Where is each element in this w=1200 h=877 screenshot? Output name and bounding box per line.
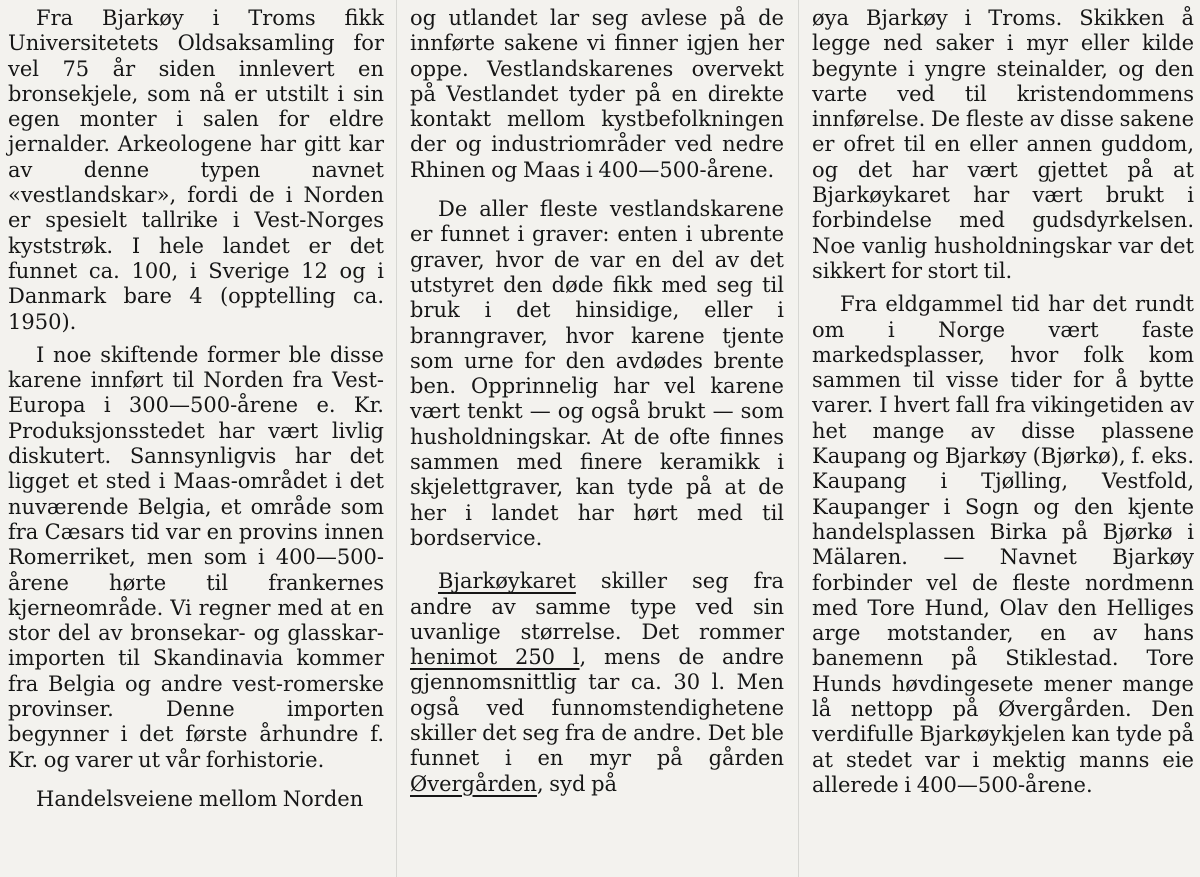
- paragraph: øya Bjarkøy i Troms. Skikken å legge ned saker i myr eller kilde begynte i yngre steinalder, og den varte ved til kristendommens innførelse. De fleste av disse sakene er ofret til en eller annen guddom, og det har vært gjettet på at Bjarkøykaret har vært brukt i forbindelse med gudsdyrkelsen. Noe vanlig husholdningskar var det sikkert for stort til.: [812, 6, 1194, 283]
- text-run: , syd på: [536, 771, 618, 796]
- underlined-term-volume: henimot 250 l: [410, 645, 580, 670]
- paragraph: Fra Bjarkøy i Troms fikk Universitetets Oldsaksamling for vel 75 år siden innlevert en bronsekjele, som nå er utstilt i sin egen monter i salen for eldre jernalder. Arkeologene har gitt kar av denne typen navnet «vestlandskar», fordi de i Norden er spesielt tallrike i Vest-Norges kyststrøk. I hele landet er det funnet ca. 100, i Sverige 12 og i Danmark bare 4 (opptelling ca. 1950).: [8, 6, 384, 334]
- article-column-2: [410, 6, 784, 797]
- paragraph-bjarkoykaret: [410, 569, 784, 797]
- underlined-term-bjarkoykaret: Bjarkøykaret: [438, 569, 576, 594]
- column-divider-left: [396, 0, 397, 877]
- text-run: skiller seg fra andre av samme type ved sin uvanlige størrelse. Det rommer: [410, 569, 784, 644]
- paragraph: og utlandet lar seg avlese på de innførte sakene vi finner igjen her oppe. Vestlandskarenes overvekt på Vestlandet tyder på en direkte kontakt mellom kystbefolkningen der og industriområder ved nedre Rhinen og Maas i 400—500-årene.: [410, 6, 784, 182]
- paragraph: Handelsveiene mellom Norden: [36, 786, 364, 811]
- article-column-3: [812, 6, 1194, 798]
- paragraph: De aller fleste vestlandskarene er funnet i graver: enten i ubrente graver, hvor de var en del av det utstyret den døde fikk med seg til bruk i det hinsidige, eller i branngraver, hvor karene tjente som urne for den avdødes brente ben. Opprinnelig har vel karene vært tenkt — og også brukt — som husholdningskar. At de ofte finnes sammen med finere keramikk i skjelettgraver, kan tyde på at de her i landet har hørt med til bordservice.: [410, 197, 784, 550]
- underlined-term-overgarden: Øvergården: [410, 771, 537, 796]
- paragraph: Fra eldgammel tid har det rundt om i Norge vært faste markedsplasser, hvor folk kom sammen til visse tider for å bytte varer. I hvert fall fra vikingetiden av het mange av disse plassene Kaupang og Bjarkøy (Bjørkø), f. eks. Kaupang i Tjølling, Vestfold, Kaupanger i Sogn og den kjente handelsplassen Birka på Bjørkø i Mälaren. — Navnet Bjarkøy forbinder vel de fleste nordmenn med Tore Hund, Olav den Helliges arge motstander, en av hans banemenn på Stiklestad. Tore Hunds høvdingesete mener mange lå nettopp på Øvergården. Den verdifulle Bjarkøykjelen kan tyde på at stedet var i mektig manns eie allerede i 400—500-årene.: [812, 292, 1194, 797]
- column-divider-right: [798, 0, 799, 877]
- paragraph: I noe skiftende former ble disse karene innført til Norden fra Vest-Europa i 300—500-årene e. Kr. Produksjonsstedet har vært livlig diskutert. Sannsynligvis har det ligget et sted i Maas-området i det nuværende Belgia, et område som fra Cæsars tid var en provins innen Romerriket, men som i 400—500-årene hørte til frankernes kjerneområde. Vi regner med at en stor del av bronsekar- og glasskar-importen til Skandinavia kommer fra Belgia og andre vest-romerske provinser. Denne importen begynner i det første århundre f. Kr. og varer ut vår forhistorie.: [8, 342, 384, 772]
- text-run: , mens de andre gjennomsnittlig tar ca. 30 l. Men også ved funnomstendighetene skiller det seg fra de andre. Det ble funnet i en myr på gården: [410, 645, 785, 771]
- article-column-1: [8, 6, 384, 812]
